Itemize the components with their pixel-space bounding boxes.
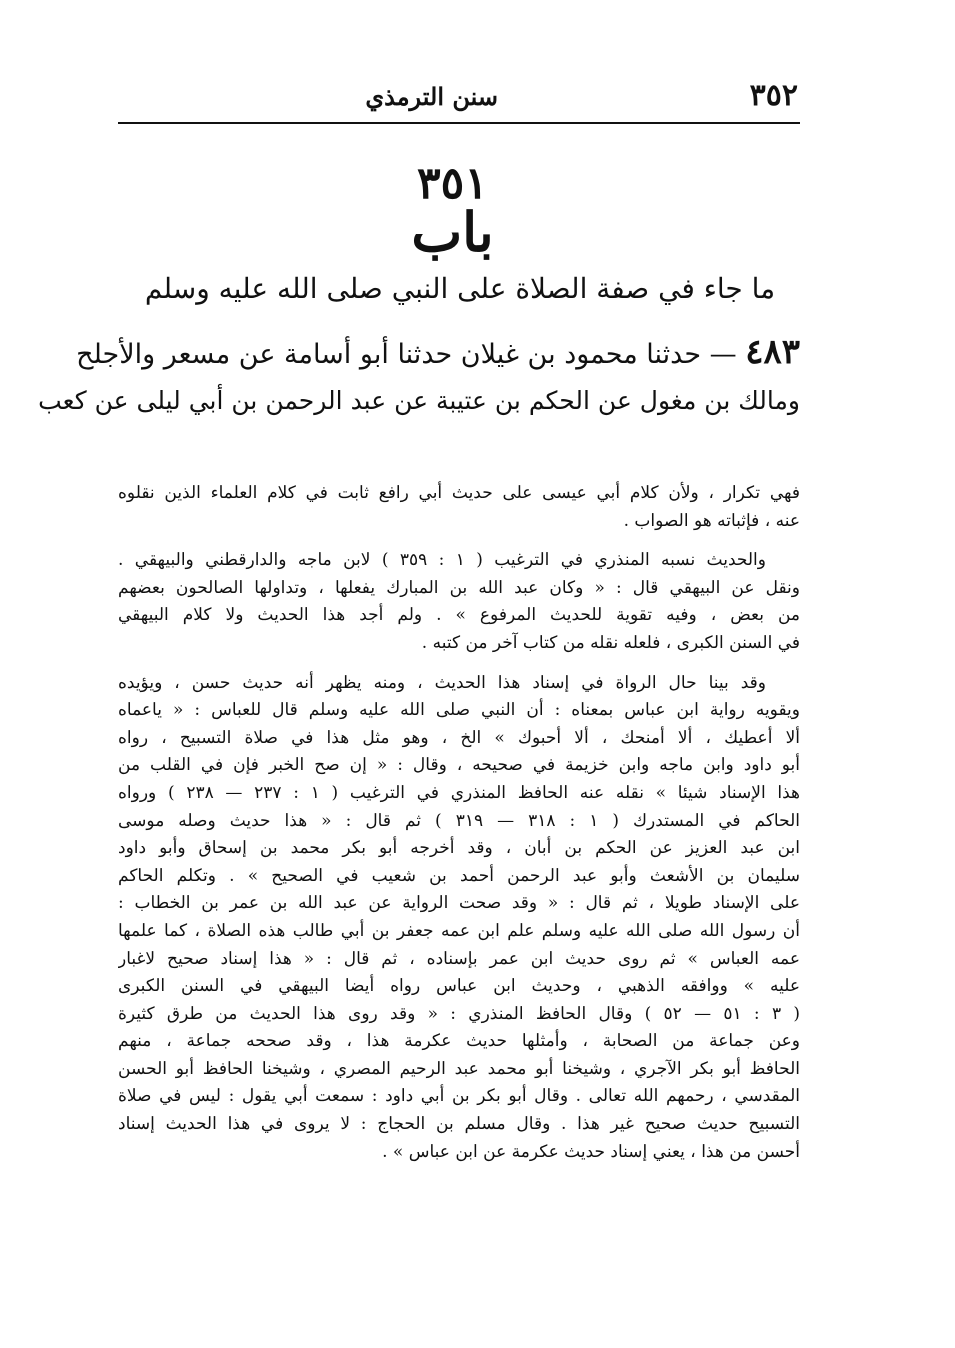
commentary-line: أبو داود وابن ماجه وابن خزيمة في صحيحه ، وقال : « إن صح الخبر فإن في القلب من [118, 755, 800, 776]
commentary-line: على الإسناد طويلا ، ثم قال : « وقد صحت الرواية عن عبد الله بن عمر بن الخطاب : [118, 893, 800, 914]
page-header [118, 78, 798, 118]
commentary-line: فهي تكرار ، ولأن كلام أبي عيسى على حديث أبي رافع ثابت في كلام العلماء الذين نقلوه [118, 483, 800, 503]
chapter-number: ٣٥١ [417, 158, 488, 209]
commentary-line: ألا أعطيك ، ألا أمنحك ، ألا أحبوك » الخ ، وهو مثل هذا في صلاة التسبيح ، رواه [118, 727, 800, 748]
commentary-line: عمه العباس » ثم روى حديث ابن عمر بإسناده ، ثم قال : « هذا إسناد صحيح لاغبار [118, 948, 800, 969]
commentary-paragraph [118, 480, 800, 535]
commentary-line: سليمان بن الأشعث وأبو عبد الرحمن أحمد بن شعيب في الصحيح » . وتكلم الحاكم [118, 865, 800, 886]
hadith-text-1: — حدثنا محمود بن غيلان حدثنا أبو أسامة عن مسعر والأجلح [76, 339, 737, 370]
hadith-line-1 [76, 332, 800, 372]
running-title: سنن الترمذي [365, 82, 498, 111]
commentary-line: ابن عبد العزيز عن الحكم بن أبان ، وقد أخرجه أبو بكر محمد بن إسحاق وأبو داود [118, 838, 800, 859]
commentary-line: المقدسي ، رحمهم الله تعالى . وقال أبو بكر بن أبي داود : سمعت أبي يقول : ليس في صلاة [118, 1086, 800, 1107]
commentary-line: الحاكم في المستدرك ( ١ : ٣١٨ — ٣١٩ ) ثم قال : « هذا حديث وصله موسى [118, 810, 800, 831]
commentary-line: أن رسول الله صلى الله عليه وسلم علم ابن عمه جعفر بن أبي طالب هذه الصلاة ، كما علمها [118, 920, 800, 941]
hadith-line-2: ومالك بن مغول عن الحكم بن عتيبة عن عبد الرحمن بن أبي ليلى عن كعب [38, 386, 800, 415]
commentary-line: التسبيح حديث صحيح غير هذا . وقال مسلم بن الحجاج : لا يروى في هذا الحديث إسناد [118, 1114, 800, 1135]
commentary-line: والحديث نسبه المنذري في الترغيب ( ١ : ٣٥٩ ) لابن ماجه والدارقطني والبيهقي . [118, 550, 766, 571]
commentary-line: هذا الإسناد شيئا » نقله عنه الحافظ المنذري في الترغيب ( ١ : ٢٣٧ — ٢٣٨ ) ورواه [118, 782, 800, 803]
commentary-line: عليه » ووافقه الذهبي ، وحديث ابن عباس رواه أيضا البيهقي في السنن الكبرى [118, 976, 800, 997]
commentary-line: ويقويه رواية ابن عباس بمعناه : أن النبي صلى الله عليه وسلم قال للعباس : « ياعماه [118, 700, 800, 721]
commentary-paragraph [118, 547, 800, 657]
commentary-line: في السنن الكبرى ، فلعله نقله من كتاب آخر من كتبه . [421, 632, 800, 653]
commentary-line: وقد بينا حال الرواة في إسناد هذا الحديث ، ومنه يظهر أنه حديث حسن ، ويؤيده [118, 672, 766, 693]
commentary-block [118, 480, 800, 1166]
commentary-line: ونقل عن البيهقي قال : « وكان عبد الله بن المبارك يفعلها ، وتداولها الصالحون بعضهم [118, 577, 800, 598]
commentary-line: عنه ، فإثباته هو الصواب . [623, 510, 800, 531]
header-rule [118, 122, 800, 124]
commentary-line: وعن جماعة من الصحابة ، وأمثلها حديث عكرمة هذا ، وقد صححه جماعة ، منهم [118, 1031, 800, 1052]
chapter-heading: باب [411, 200, 494, 264]
commentary-paragraph [118, 670, 800, 1167]
chapter-title: ما جاء في صفة الصلاة على النبي صلى الله عليه وسلم [144, 272, 776, 305]
hadith-number: ٤٨٣ [745, 332, 800, 372]
commentary-line: أحسن من هذا ، يعني إسناد حديث عكرمة عن ابن عباس » . [382, 1141, 800, 1162]
commentary-line: الحافظ أبو بكر الآجري ، وشيخنا أبو محمد عبد الرحيم المصري ، وشيخنا الحافظ أبو الحسن [118, 1058, 800, 1079]
commentary-line: من بعض ، وفيه تقوية للحديث المرفوع » . ولم أجد هذا الحديث ولا كلام البيهقي [118, 605, 800, 626]
page-number: ٣٥٢ [749, 78, 798, 113]
commentary-line: ( ٣ : ٥١ — ٥٢ ) وقال الحافظ المنذري : « وقد روى هذا الحديث من طرق كثيرة [118, 1003, 800, 1024]
